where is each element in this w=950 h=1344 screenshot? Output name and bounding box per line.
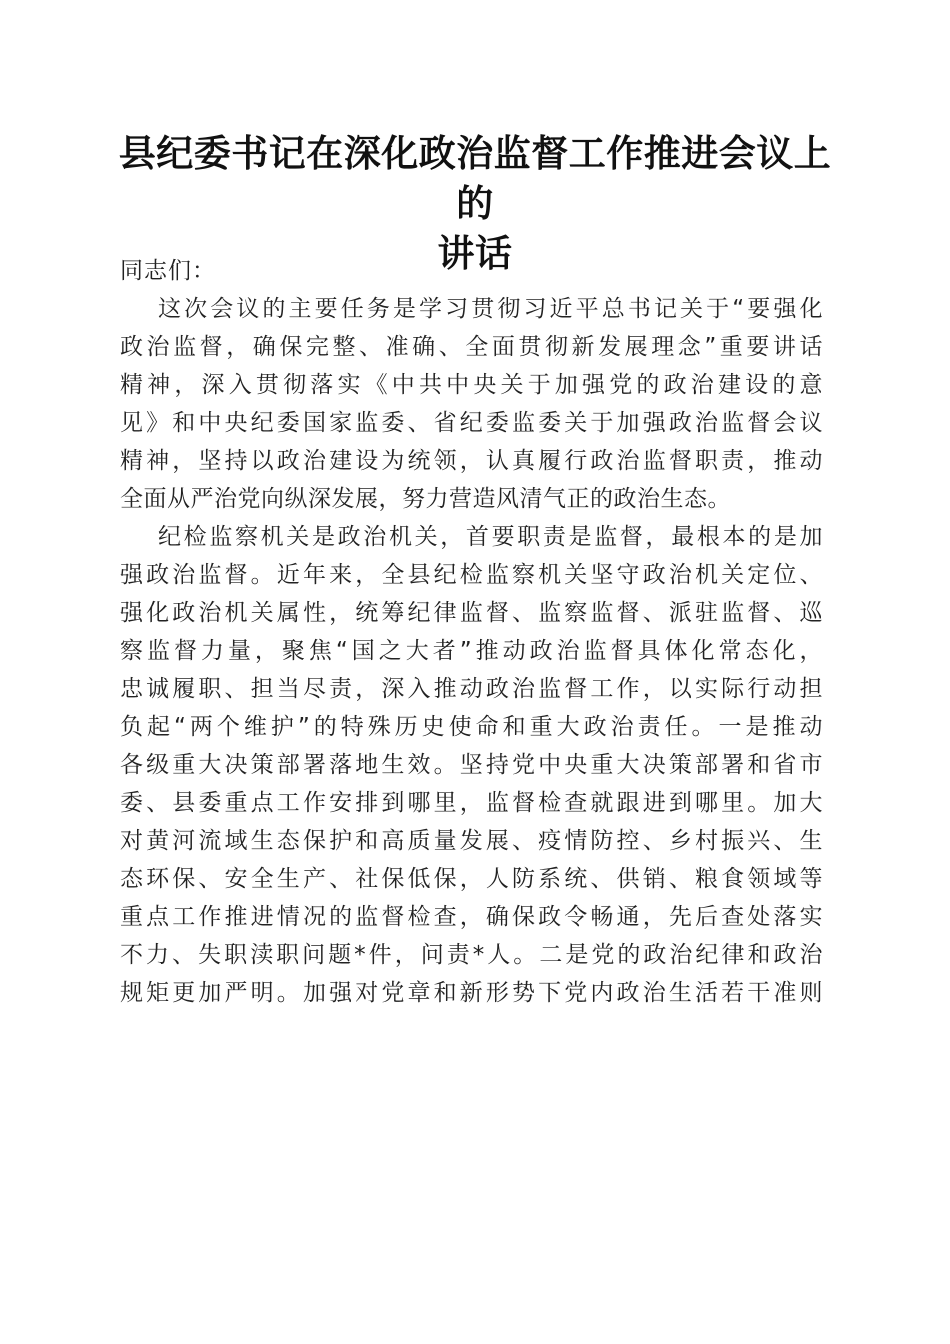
paragraph-line: 委、县委重点工作安排到哪里，监督检查就跟进到哪里。加大: [120, 790, 823, 816]
paragraph-line: 全面从严治党向纵深发展，努力营造风清气正的政治生态。: [120, 486, 731, 512]
paragraph-2: [120, 518, 823, 1012]
paragraph-line: 各级重大决策部署落地生效。坚持党中央重大决策部署和省市: [120, 752, 823, 778]
paragraph-line: 负起“两个维护”的特殊历史使命和重大政治责任。一是推动: [120, 714, 823, 740]
paragraph-line: 政治监督，确保完整、准确、全面贯彻新发展理念”重要讲话: [120, 334, 823, 360]
document-body: [120, 252, 823, 1012]
paragraph-line: 不力、失职渎职问题*件，问责*人。二是党的政治纪律和政治: [120, 942, 823, 968]
paragraph-line: 精神，深入贯彻落实《中共中央关于加强党的政治建设的意: [120, 372, 823, 398]
paragraph-line: 察监督力量，聚焦“国之大者”推动政治监督具体化常态化，: [120, 638, 823, 664]
paragraph-line: 这次会议的主要任务是学习贯彻习近平总书记关于“要强化: [158, 296, 823, 322]
paragraph-line: 强化政治机关属性，统筹纪律监督、监察监督、派驻监督、巡: [120, 600, 823, 626]
paragraph-line: 对黄河流域生态保护和高质量发展、疫情防控、乡村振兴、生: [120, 828, 823, 854]
paragraph-line: 强政治监督。近年来，全县纪检监察机关坚守政治机关定位、: [120, 562, 823, 588]
paragraph-line: 规矩更加严明。加强对党章和新形势下党内政治生活若干准则: [120, 980, 823, 1006]
paragraph-line: 见》和中央纪委国家监委、省纪委监委关于加强政治监督会议: [120, 410, 823, 436]
paragraph-line: 重点工作推进情况的监督检查，确保政令畅通，先后查处落实: [120, 904, 823, 930]
salutation: 同志们：: [120, 258, 216, 284]
title-line-1: 县纪委书记在深化政治监督工作推进会议上的: [118, 131, 832, 225]
paragraph-line: 忠诚履职、担当尽责，深入推动政治监督工作，以实际行动担: [120, 676, 823, 702]
title-line-2: 讲话: [437, 231, 513, 275]
paragraph-line: 态环保、安全生产、社保低保，人防系统、供销、粮食领域等: [120, 866, 823, 892]
paragraph-line: 精神，坚持以政治建设为统领，认真履行政治监督职责，推动: [120, 448, 823, 474]
paragraph-line: 纪检监察机关是政治机关，首要职责是监督，最根本的是加: [158, 524, 823, 550]
paragraph-1: [120, 290, 823, 518]
